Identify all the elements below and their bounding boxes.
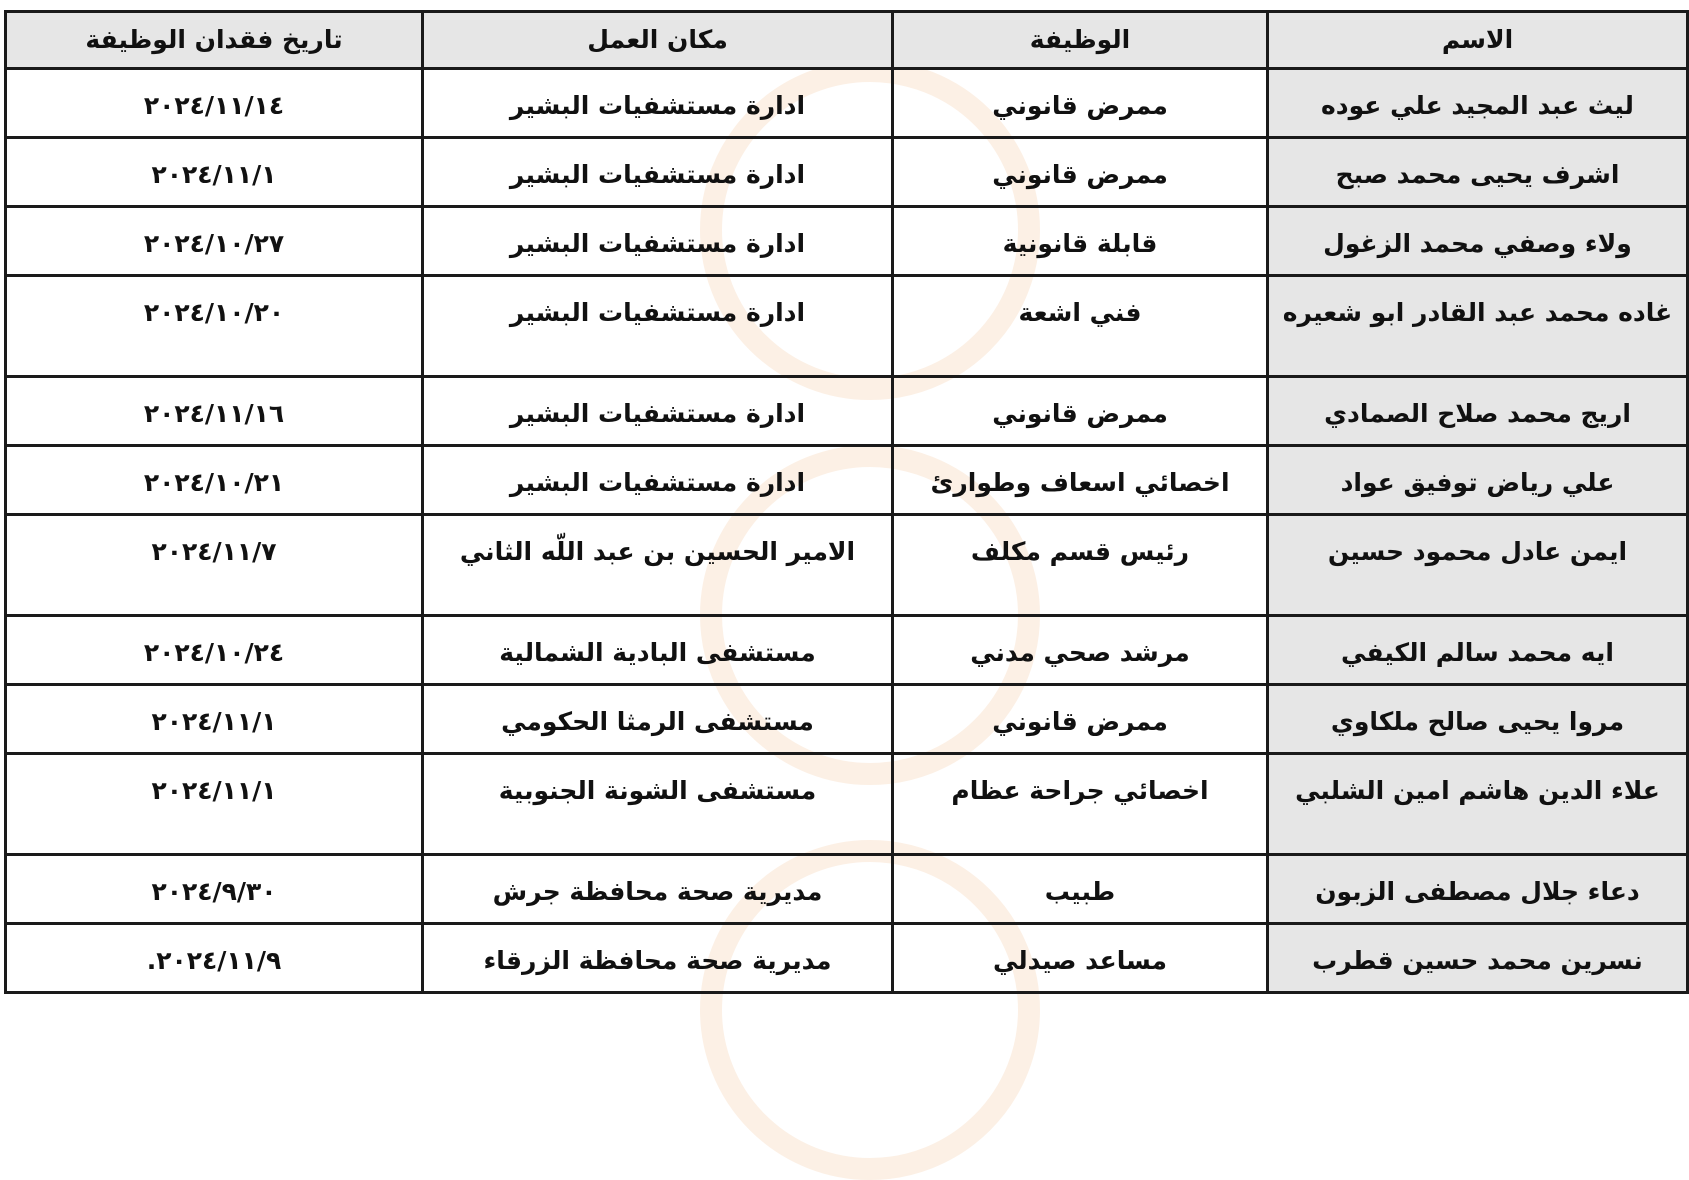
cell-name: ليث عبد المجيد علي عوده xyxy=(1268,69,1688,138)
cell-job: طبيب xyxy=(893,855,1268,924)
table-row xyxy=(6,377,1688,446)
cell-date: ٢٠٢٤/١٠/٢٧ xyxy=(6,207,423,276)
cell-name: علاء الدين هاشم امين الشلبي xyxy=(1268,754,1688,855)
cell-job: قابلة قانونية xyxy=(893,207,1268,276)
cell-name: اشرف يحيى محمد صبح xyxy=(1268,138,1688,207)
cell-place: مستشفى الرمثا الحكومي xyxy=(423,685,893,754)
cell-job: ممرض قانوني xyxy=(893,377,1268,446)
table-row xyxy=(6,855,1688,924)
table-row xyxy=(6,754,1688,855)
table-row xyxy=(6,685,1688,754)
table-row xyxy=(6,616,1688,685)
cell-job: ممرض قانوني xyxy=(893,138,1268,207)
cell-date: ٢٠٢٤/١٠/٢٤ xyxy=(6,616,423,685)
cell-place: ادارة مستشفيات البشير xyxy=(423,446,893,515)
cell-name: اريج محمد صلاح الصمادي xyxy=(1268,377,1688,446)
header-name: الاسم xyxy=(1268,12,1688,69)
cell-job: مرشد صحي مدني xyxy=(893,616,1268,685)
cell-date: ٢٠٢٤/١١/١٤ xyxy=(6,69,423,138)
cell-date: ٢٠٢٤/١٠/٢٠ xyxy=(6,276,423,377)
cell-name: ايمن عادل محمود حسين xyxy=(1268,515,1688,616)
cell-name: دعاء جلال مصطفى الزبون xyxy=(1268,855,1688,924)
cell-job: اخصائي اسعاف وطوارئ xyxy=(893,446,1268,515)
table-row xyxy=(6,138,1688,207)
cell-name: ولاء وصفي محمد الزغول xyxy=(1268,207,1688,276)
cell-date: ٢٠٢٤/١١/١ xyxy=(6,138,423,207)
table-header-row xyxy=(6,12,1688,69)
cell-name: علي رياض توفيق عواد xyxy=(1268,446,1688,515)
cell-date: ٢٠٢٤/١٠/٢١ xyxy=(6,446,423,515)
cell-place: مستشفى البادية الشمالية xyxy=(423,616,893,685)
cell-place: ادارة مستشفيات البشير xyxy=(423,138,893,207)
cell-job: ممرض قانوني xyxy=(893,685,1268,754)
cell-place: مديرية صحة محافظة الزرقاء xyxy=(423,924,893,993)
cell-job: رئيس قسم مكلف xyxy=(893,515,1268,616)
cell-date: ٢٠٢٤/٩/٣٠ xyxy=(6,855,423,924)
table-row xyxy=(6,515,1688,616)
cell-place: ادارة مستشفيات البشير xyxy=(423,377,893,446)
table-row xyxy=(6,446,1688,515)
employees-table xyxy=(4,10,1689,994)
cell-date: ٢٠٢٤/١١/٧ xyxy=(6,515,423,616)
cell-place: ادارة مستشفيات البشير xyxy=(423,276,893,377)
cell-name: نسرين محمد حسين قطرب xyxy=(1268,924,1688,993)
cell-date: ٢٠٢٤/١١/٩. xyxy=(6,924,423,993)
cell-place: مستشفى الشونة الجنوبية xyxy=(423,754,893,855)
cell-job: مساعد صيدلي xyxy=(893,924,1268,993)
cell-place: ادارة مستشفيات البشير xyxy=(423,69,893,138)
cell-name: غاده محمد عبد القادر ابو شعيره xyxy=(1268,276,1688,377)
table-row xyxy=(6,276,1688,377)
cell-job: اخصائي جراحة عظام xyxy=(893,754,1268,855)
header-job: الوظيفة xyxy=(893,12,1268,69)
table-row xyxy=(6,69,1688,138)
cell-name: ايه محمد سالم الكيفي xyxy=(1268,616,1688,685)
cell-name: مروا يحيى صالح ملكاوي xyxy=(1268,685,1688,754)
cell-date: ٢٠٢٤/١١/١ xyxy=(6,685,423,754)
cell-date: ٢٠٢٤/١١/١٦ xyxy=(6,377,423,446)
table-row xyxy=(6,924,1688,993)
cell-place: مديرية صحة محافظة جرش xyxy=(423,855,893,924)
cell-job: فني اشعة xyxy=(893,276,1268,377)
cell-place: ادارة مستشفيات البشير xyxy=(423,207,893,276)
cell-job: ممرض قانوني xyxy=(893,69,1268,138)
cell-place: الامير الحسين بن عبد اللّه الثاني xyxy=(423,515,893,616)
table-row xyxy=(6,207,1688,276)
header-place: مكان العمل xyxy=(423,12,893,69)
header-date: تاريخ فقدان الوظيفة xyxy=(6,12,423,69)
cell-date: ٢٠٢٤/١١/١ xyxy=(6,754,423,855)
